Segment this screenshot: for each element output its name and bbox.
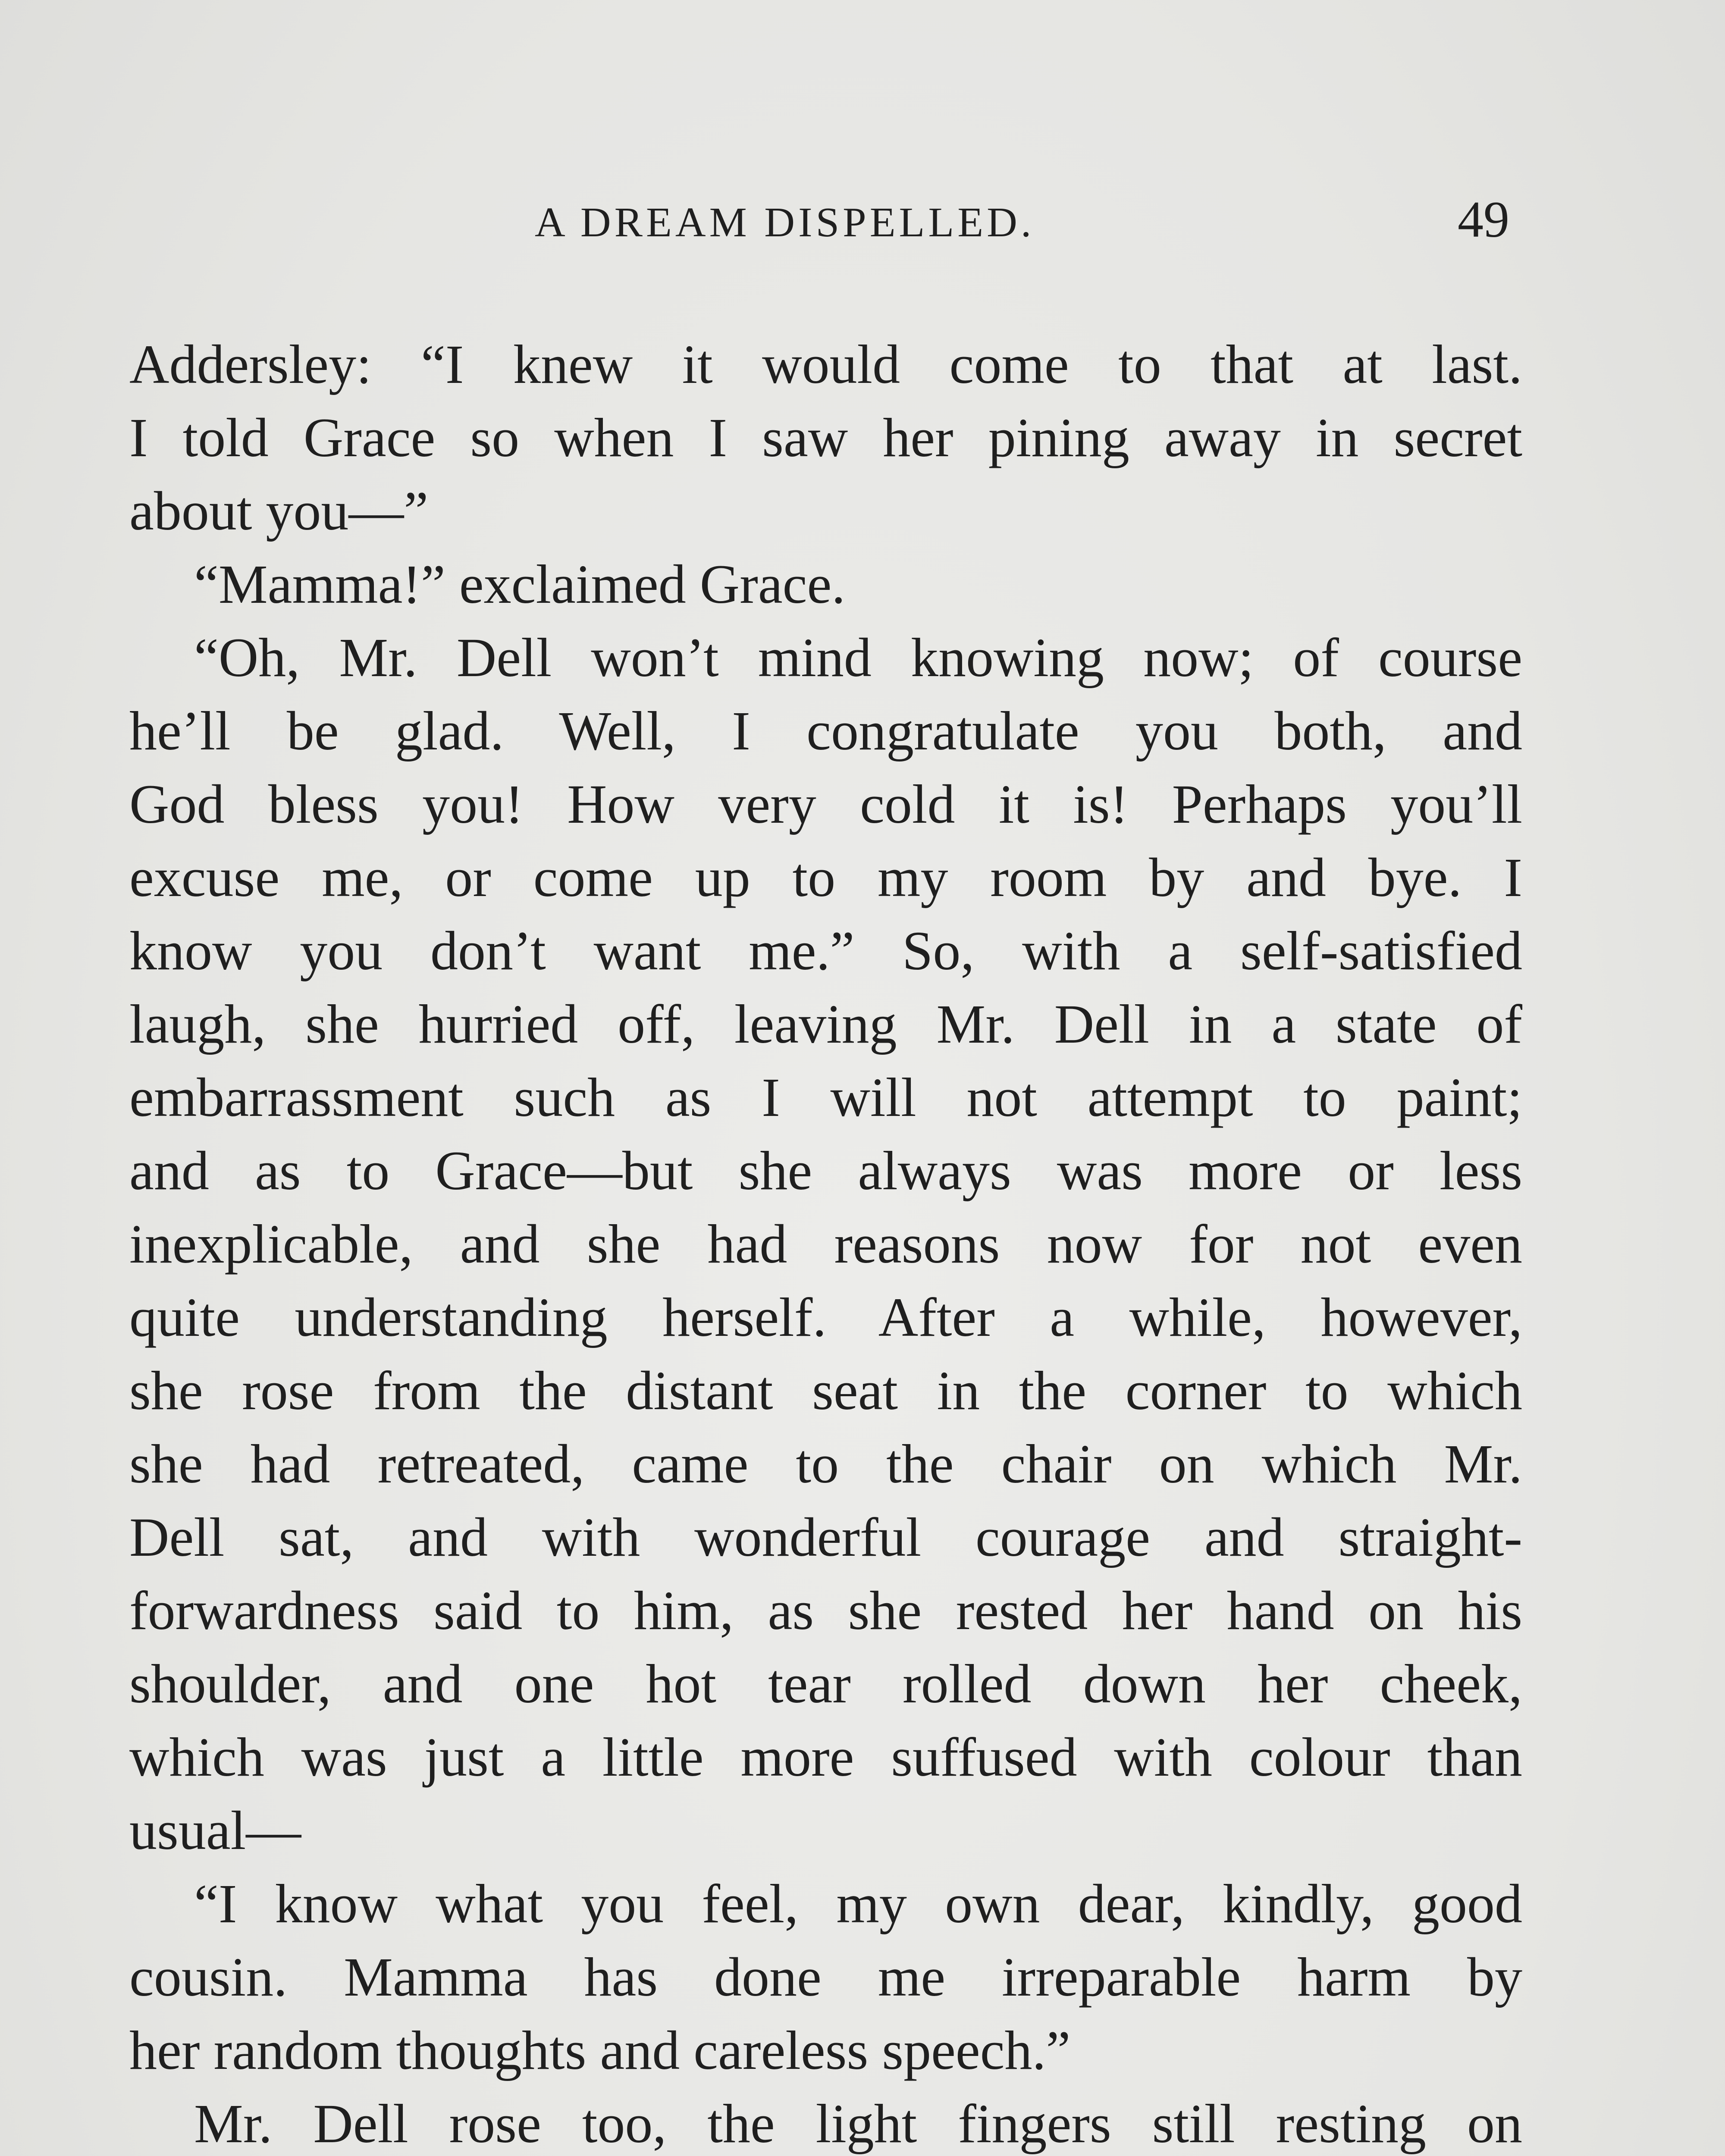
page-number: 49 <box>1458 191 1509 248</box>
text-line: “I know what you feel, my own dear, kindly, good <box>194 1873 1522 1934</box>
running-head <box>0 190 1725 259</box>
text-line: about you—” <box>129 480 429 542</box>
text-line: God bless you! How very cold it is! Perhaps you’ll <box>129 774 1522 835</box>
text-line: inexplicable, and she had reasons now for not even <box>129 1213 1522 1275</box>
text-line: laugh, she hurried off, leaving Mr. Dell in a state of <box>129 993 1522 1055</box>
text-line: Mr. Dell rose too, the light fingers still resting on <box>194 2093 1522 2154</box>
text-line: usual— <box>129 1800 301 1861</box>
running-title: A DREAM DISPELLED. <box>535 199 1035 246</box>
text-line: quite understanding herself. After a while, however, <box>129 1287 1522 1348</box>
text-line: she had retreated, came to the chair on which Mr. <box>129 1433 1522 1495</box>
text-line: Addersley: “I knew it would come to that at last. <box>129 334 1522 395</box>
text-line: he’ll be glad. Well, I congratulate you both, and <box>129 700 1522 761</box>
text-line: I told Grace so when I saw her pining away in secret <box>129 407 1522 468</box>
text-line: shoulder, and one hot tear rolled down her cheek, <box>129 1653 1522 1714</box>
text-line: forwardness said to him, as she rested her hand on his <box>129 1580 1522 1641</box>
body-text <box>129 328 1522 2156</box>
text-line: her random thoughts and careless speech.” <box>129 2020 1071 2081</box>
text-line: know you don’t want me.” So, with a self-satisfied <box>129 920 1522 981</box>
text-line: excuse me, or come up to my room by and bye. I <box>129 847 1522 908</box>
text-line: “Mamma!” exclaimed Grace. <box>194 554 846 615</box>
text-line: and as to Grace—but she always was more or less <box>129 1140 1522 1201</box>
text-line: Dell sat, and with wonderful courage and straight- <box>129 1507 1522 1568</box>
text-line: which was just a little more suffused with colour than <box>129 1727 1522 1788</box>
text-line: “Oh, Mr. Dell won’t mind knowing now; of course <box>194 627 1522 688</box>
text-line: she rose from the distant seat in the corner to which <box>129 1360 1522 1421</box>
text-line: embarrassment such as I will not attempt to paint; <box>129 1067 1522 1128</box>
text-line: cousin. Mamma has done me irreparable harm by <box>129 1946 1522 2008</box>
